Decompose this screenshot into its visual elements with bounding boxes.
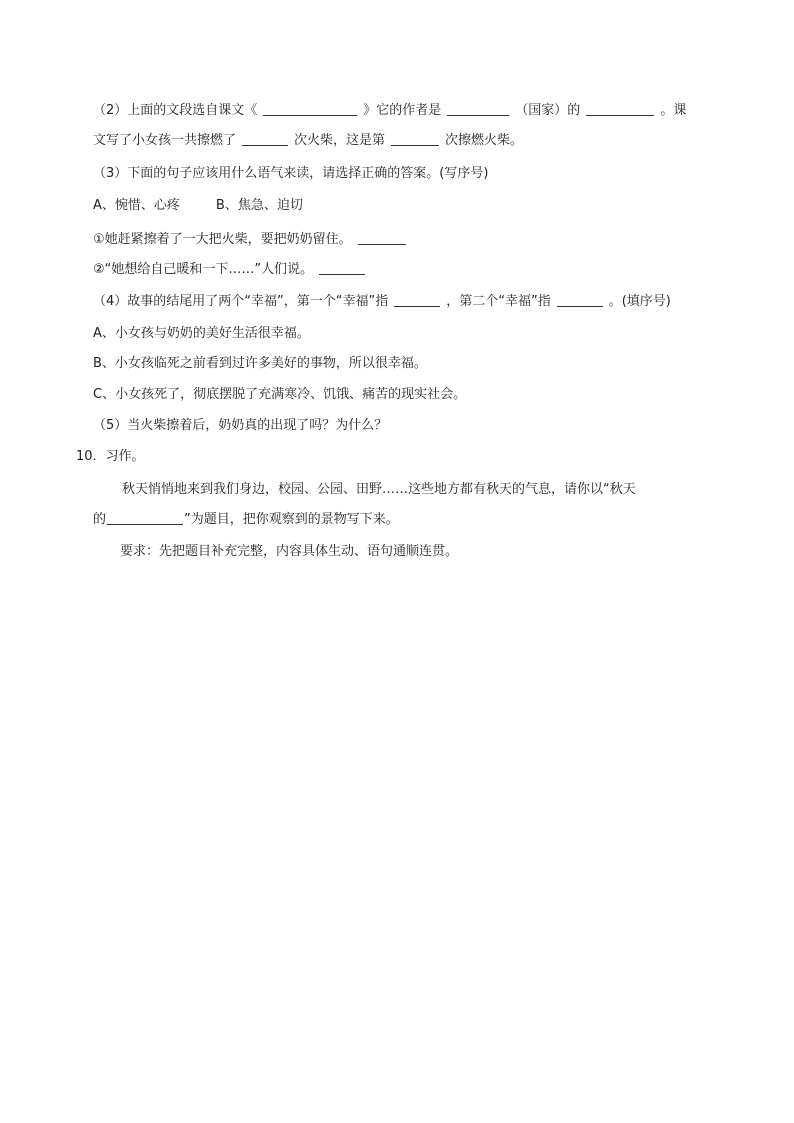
q2-blank-author[interactable] bbox=[586, 101, 654, 116]
q3-option-a: A、惋惜、心疼 bbox=[93, 198, 180, 213]
q10-paragraph-line2: 的 ”为题目，把你观察到的景物写下来。 bbox=[93, 512, 399, 527]
q10-requirement: 要求：先把题目补充完整，内容具体生动、语句通顺连贯。 bbox=[120, 544, 459, 559]
q2-blank-title[interactable] bbox=[263, 101, 357, 116]
q5-prompt: （5）当火柴擦着后，奶奶真的出现了吗？为什么？ bbox=[93, 418, 388, 433]
q3-item2: ②“她想给自己暖和一下……”人们说。 bbox=[93, 260, 371, 280]
q10-title-blank[interactable] bbox=[107, 510, 183, 525]
q10-heading: 10．习作。 bbox=[76, 449, 145, 464]
q3-option-b: B、焦急、迫切 bbox=[215, 198, 303, 213]
q3-item1-answer-blank[interactable] bbox=[358, 230, 406, 245]
q2-blank-total-count[interactable] bbox=[242, 131, 288, 146]
q4-prompt: （4）故事的结尾用了两个“幸福”，第一个“幸福”指 ，第二个“幸福”指 。(填序号) bbox=[93, 294, 671, 309]
q2-line1: （2）上面的文段选自课文《 》它的作者是 （国家）的 。课 bbox=[93, 103, 687, 118]
q4-option-b: B、小女孩临死之前看到过许多美好的事物，所以很幸福。 bbox=[93, 356, 427, 371]
q2-line2: 文写了小女孩一共擦燃了 次火柴，这是第 次擦燃火柴。 bbox=[93, 133, 524, 148]
q2-blank-country[interactable] bbox=[447, 101, 509, 116]
q4-blank-first[interactable] bbox=[394, 292, 440, 307]
q3-options bbox=[93, 196, 303, 216]
q4-option-c: C、小女孩死了，彻底摆脱了充满寒冷、饥饿、痛苦的现实社会。 bbox=[93, 387, 467, 402]
q4-blank-second[interactable] bbox=[557, 292, 603, 307]
q3-prompt: （3）下面的句子应该用什么语气来读，请选择正确的答案。(写序号) bbox=[93, 166, 489, 181]
q10-paragraph-line1: 秋天悄悄地来到我们身边，校园、公园、田野……这些地方都有秋天的气息，请你以“秋天 bbox=[122, 482, 636, 497]
q3-item1: ①她赶紧擦着了一大把火柴，要把奶奶留住。 bbox=[93, 230, 412, 250]
q2-blank-nth-count[interactable] bbox=[391, 131, 439, 146]
q3-item2-answer-blank[interactable] bbox=[319, 260, 365, 275]
q4-option-a: A、小女孩与奶奶的美好生活很幸福。 bbox=[93, 326, 310, 341]
